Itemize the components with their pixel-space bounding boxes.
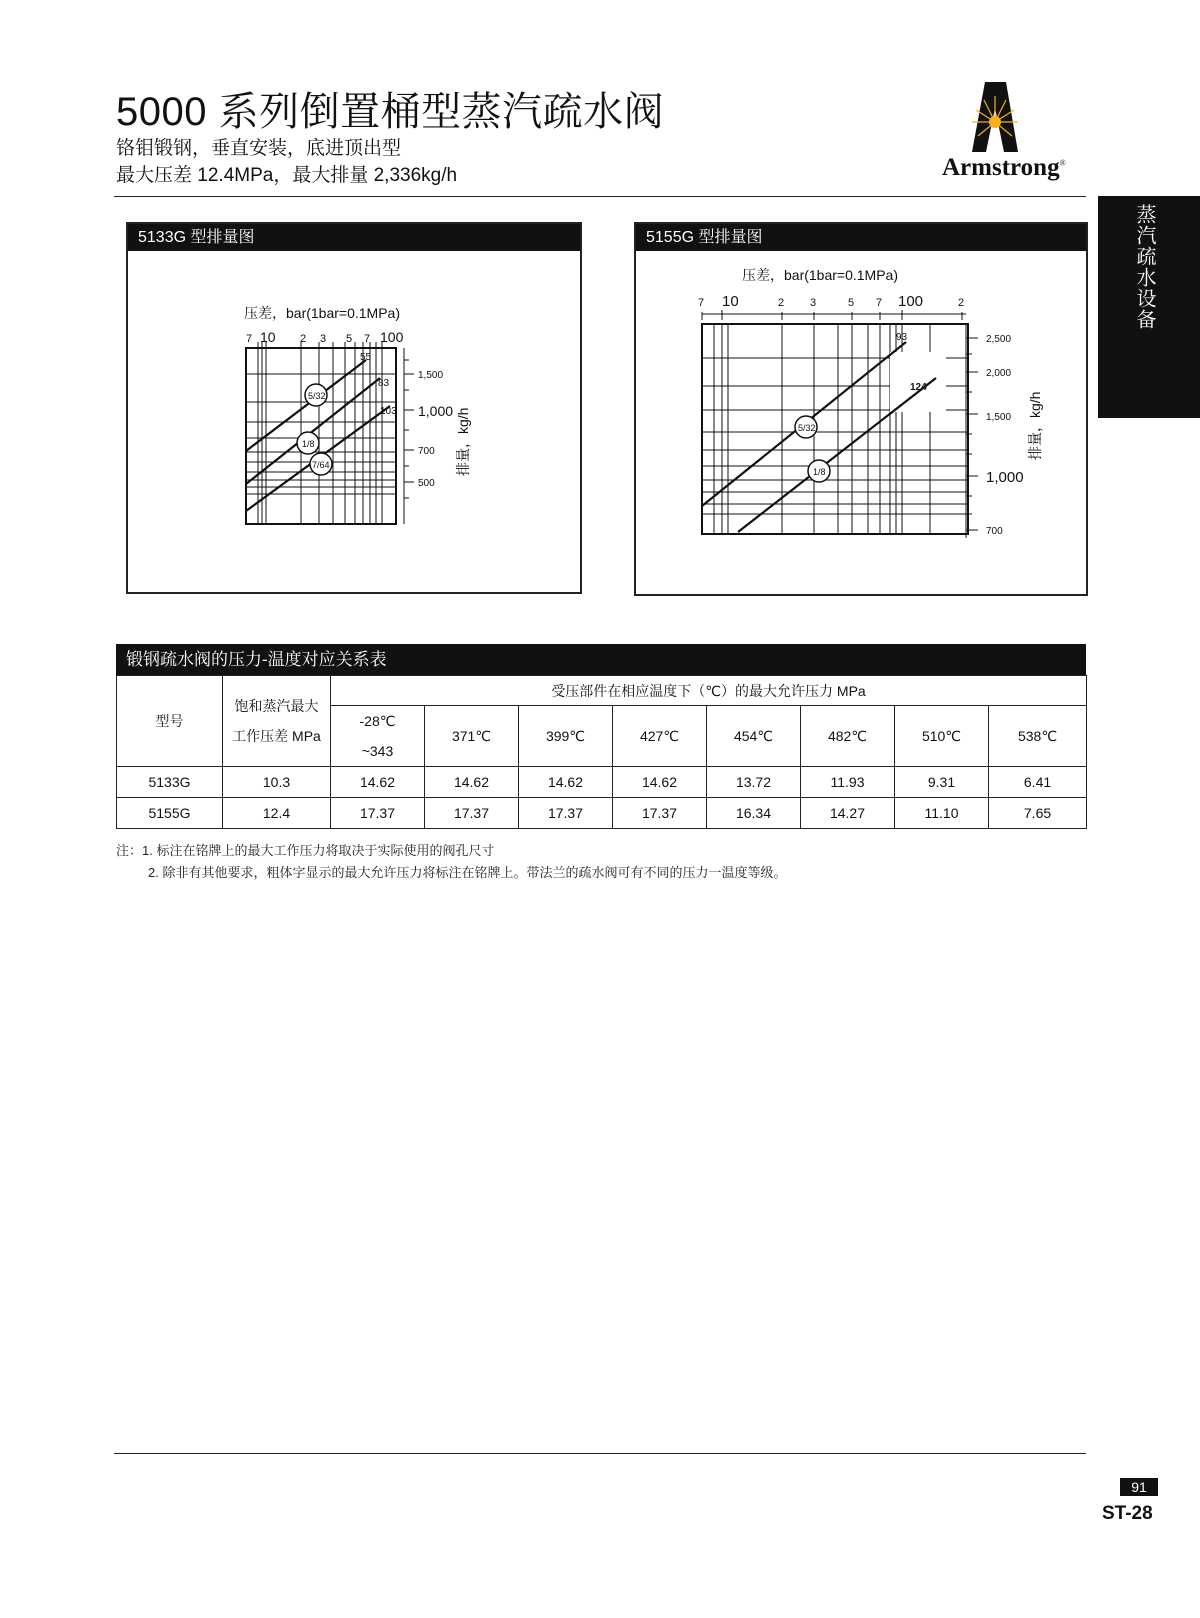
subtitle-material: 铬钼锻钢，垂直安装，底进顶出型	[116, 138, 402, 159]
x-tick: 10	[260, 329, 276, 345]
max-label: 124	[910, 382, 927, 393]
cell-value: 14.62	[331, 767, 425, 798]
cell-value: 11.10	[895, 798, 989, 829]
orifice-label: 1/8	[813, 467, 826, 477]
x-tick: 7	[698, 297, 705, 309]
header-temp: 454℃	[707, 706, 801, 767]
pressure-temperature-table	[116, 644, 1086, 829]
y-tick: 500	[418, 478, 435, 489]
cell-pressure: 10.3	[223, 767, 331, 798]
x-tick: 5	[848, 297, 855, 309]
subtitle-capacity: 最大压差 12.4MPa，最大排量 2,336kg/h	[116, 165, 458, 186]
orifice-label: 7/64	[312, 460, 330, 470]
orifice-label: 5/32	[798, 423, 816, 433]
orifice-label: 5/32	[308, 391, 326, 401]
cell-value: 14.62	[613, 767, 707, 798]
x-tick: 3	[810, 297, 817, 309]
cell-value: 14.27	[801, 798, 895, 829]
y-tick: 1,000	[418, 403, 454, 419]
footer-rule	[114, 1453, 1086, 1454]
table-row	[117, 767, 1087, 798]
header-temp: 371℃	[425, 706, 519, 767]
chart-5155g-heading: 5155G 型排量图	[636, 224, 1086, 251]
cell-value: 16.34	[707, 798, 801, 829]
table-heading: 锻钢疏水阀的压力-温度对应关系表	[116, 644, 1086, 675]
header-temp: 510℃	[895, 706, 989, 767]
header-temp: 538℃	[989, 706, 1087, 767]
max-label: 55	[360, 352, 372, 363]
chart-5155g-xlabel: 压差，bar(1bar=0.1MPa)	[742, 267, 899, 283]
pt-table	[116, 675, 1087, 829]
chart-5133g-ylabel: 排量，kg/h	[455, 407, 471, 476]
header-temp: 427℃	[613, 706, 707, 767]
note-2: 2. 除非有其他要求，粗体字显示的最大允许压力将标注在铭牌上。带法兰的疏水阀可有不同的压力一温度等级。	[148, 865, 787, 880]
cell-value: 11.93	[801, 767, 895, 798]
page-title: 5000 系列倒置桶型蒸汽疏水阀	[116, 90, 665, 134]
y-tick: 1,500	[418, 370, 444, 381]
chart-5155g-ylabel: 排量，kg/h	[1027, 391, 1043, 460]
x-tick: 10	[722, 293, 739, 310]
page-number: 91	[1120, 1478, 1158, 1496]
y-tick: 2,500	[986, 334, 1012, 345]
chart-5133g	[126, 222, 582, 594]
cell-value: 17.37	[331, 798, 425, 829]
max-label: 83	[378, 378, 390, 389]
cell-value: 13.72	[707, 767, 801, 798]
y-tick: 700	[986, 526, 1003, 537]
chart-5155g-plot	[636, 224, 1086, 594]
cell-value: 17.37	[519, 798, 613, 829]
header-temp: 399℃	[519, 706, 613, 767]
cell-value: 17.37	[425, 798, 519, 829]
logo-wordmark: Armstrong®	[942, 154, 1066, 181]
cell-value: 17.37	[613, 798, 707, 829]
x-tick: 2	[778, 297, 785, 309]
max-label: 93	[896, 332, 908, 343]
y-tick: 2,000	[986, 368, 1012, 379]
side-tab-label: 蒸汽疏水设备	[1133, 204, 1155, 330]
x-tick: 2	[300, 333, 307, 345]
cell-value: 14.62	[519, 767, 613, 798]
header-temp: 482℃	[801, 706, 895, 767]
y-tick: 1,000	[986, 469, 1024, 486]
cell-value: 9.31	[895, 767, 989, 798]
orifice-label: 1/8	[302, 439, 315, 449]
note-1: 注：1. 标注在铭牌上的最大工作压力将取决于实际使用的阀孔尺寸	[116, 843, 495, 858]
y-tick: 1,500	[986, 412, 1012, 423]
header-pressure: 饱和蒸汽最大 工作压差 MPa	[223, 676, 331, 767]
x-tick: 5	[346, 333, 353, 345]
cell-value: 6.41	[989, 767, 1087, 798]
cell-pressure: 12.4	[223, 798, 331, 829]
chart-5133g-xlabel: 压差，bar(1bar=0.1MPa)	[244, 305, 401, 321]
chart-5133g-heading: 5133G 型排量图	[128, 224, 580, 251]
section-code: ST-28	[1102, 1503, 1153, 1524]
cell-model: 5155G	[117, 798, 223, 829]
header-temp-group: 受压部件在相应温度下（℃）的最大允许压力 MPa	[331, 676, 1087, 706]
y-tick: 700	[418, 446, 435, 457]
x-tick: 3	[320, 333, 327, 345]
x-tick: 100	[380, 329, 404, 345]
cell-value: 7.65	[989, 798, 1087, 829]
x-tick: 7	[246, 333, 253, 345]
header-temp: -28℃ ~343	[331, 706, 425, 767]
x-tick: 2	[958, 297, 965, 309]
section-side-tab	[1098, 196, 1200, 418]
x-tick: 100	[898, 293, 924, 310]
header-model: 型号	[117, 676, 223, 767]
max-label: 103	[380, 406, 397, 417]
cell-model: 5133G	[117, 767, 223, 798]
x-tick: 7	[364, 333, 371, 345]
chart-5155g	[634, 222, 1088, 596]
cell-value: 14.62	[425, 767, 519, 798]
x-tick: 7	[876, 297, 883, 309]
header-rule	[114, 196, 1086, 197]
chart-5133g-plot	[128, 224, 580, 592]
table-row	[117, 798, 1087, 829]
